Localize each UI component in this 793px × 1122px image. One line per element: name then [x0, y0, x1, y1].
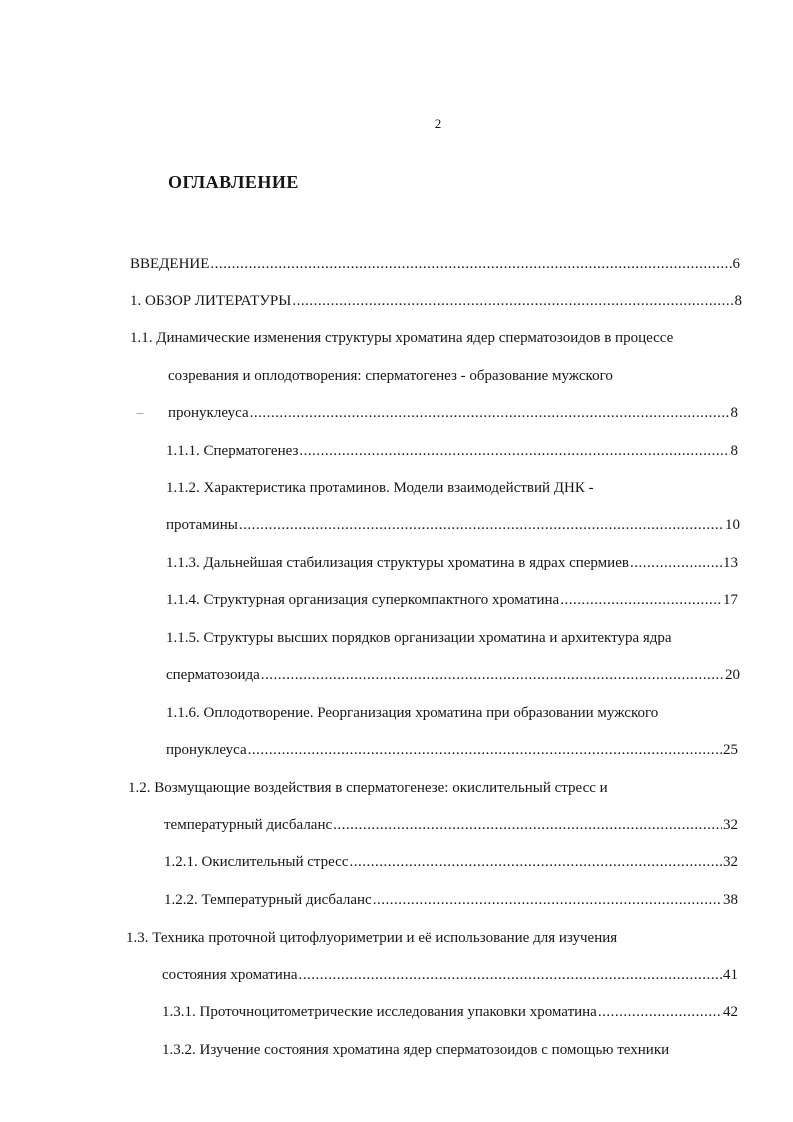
dot-leader — [560, 590, 722, 610]
toc-entry-1-1-3 — [166, 553, 738, 573]
toc-entry-page: 25 — [723, 742, 738, 758]
toc-entry-1-3-line-2 — [162, 965, 738, 985]
toc-entry-title: температурный дисбаланс — [164, 817, 333, 833]
toc-entry-page: 32 — [723, 854, 738, 870]
toc-entry-1-1-6-line-1 — [166, 703, 658, 723]
toc-entry-title: 1.3.2. Изучение состояния хроматина ядер сперматозоидов с помощью техники — [162, 1042, 670, 1058]
toc-entry-title: пронуклеуса — [166, 742, 247, 758]
dot-leader — [292, 291, 733, 311]
toc-entry-page: 42 — [723, 1004, 738, 1020]
toc-entry-1-1-5-line-2 — [166, 665, 740, 685]
toc-entry-title: состояния хроматина — [162, 967, 298, 983]
toc-entry-title: 1.1.4. Структурная организация суперкомпактного хроматина — [166, 592, 560, 608]
dot-leader — [299, 441, 729, 461]
toc-entry-page: 17 — [723, 592, 738, 608]
toc-entry-1-3-1 — [162, 1002, 738, 1022]
toc-entry-1-2-1 — [164, 852, 738, 872]
toc-entry-page: 10 — [725, 517, 740, 533]
dot-leader — [373, 890, 722, 910]
dot-leader — [239, 515, 724, 535]
toc-entry-1-1-4 — [166, 590, 738, 610]
dot-leader — [248, 740, 722, 760]
toc-entry-1-1-5-line-1 — [166, 628, 672, 648]
toc-entry-title: 1.1.5. Структуры высших порядков организации хроматина и архитектура ядра — [166, 630, 672, 646]
toc-entry-introduction — [130, 254, 740, 274]
toc-entry-1-1-line-3 — [168, 403, 738, 423]
scan-artifact-mark: --- — [136, 408, 143, 419]
toc-entry-title: 1. ОБЗОР ЛИТЕРАТУРЫ — [130, 293, 292, 309]
toc-heading: ОГЛАВЛЕНИЕ — [168, 172, 299, 192]
page-number: 2 — [434, 116, 442, 131]
toc-entry-1-3-2 — [162, 1040, 669, 1060]
toc-entry-1-2-line-2 — [164, 815, 738, 835]
toc-entry-1-3-line-1 — [126, 928, 617, 948]
toc-entry-1-1-2-line-1 — [166, 478, 594, 498]
toc-entry-1-1-2-line-2 — [166, 515, 740, 535]
toc-entry-page: 32 — [723, 817, 738, 833]
toc-entry-page: 20 — [725, 667, 740, 683]
toc-entry-page: 8 — [734, 293, 742, 309]
dot-leader — [333, 815, 722, 835]
toc-entry-title: 1.2.2. Температурный дисбаланс — [164, 892, 372, 908]
dot-leader — [261, 665, 724, 685]
toc-entry-page: 8 — [730, 405, 738, 421]
toc-entry-1-1-1 — [166, 441, 738, 461]
toc-entry-title: 1.1.1. Сперматогенез — [166, 443, 299, 459]
toc-entry-page: 38 — [723, 892, 738, 908]
toc-entry-title: 1.1.3. Дальнейшая стабилизация структуры хроматина в ядрах спермиев — [166, 555, 629, 571]
dot-leader — [250, 403, 730, 423]
dot-leader — [598, 1002, 722, 1022]
toc-entry-title: 1.2.1. Окислительный стресс — [164, 854, 349, 870]
toc-entry-literature-review — [130, 291, 742, 311]
toc-entry-1-2-2 — [164, 890, 738, 910]
toc-entry-title: 1.1.6. Оплодотворение. Реорганизация хроматина при образовании мужского — [166, 705, 659, 721]
toc-entry-page: 13 — [723, 555, 738, 571]
toc-entry-title: ВВЕДЕНИЕ — [130, 256, 210, 272]
toc-entry-title: пронуклеуса — [168, 405, 249, 421]
toc-entry-1-2-line-1 — [128, 778, 608, 798]
toc-entry-title: протамины — [166, 517, 238, 533]
toc-entry-1-1-line-2 — [168, 366, 613, 386]
toc-entry-title: 1.1. Динамические изменения структуры хроматина ядер сперматозоидов в процессе — [130, 330, 674, 346]
dot-leader — [210, 254, 731, 274]
toc-entry-title: 1.2. Возмущающие воздействия в сперматогенезе: окислительный стресс и — [128, 780, 608, 796]
dot-leader — [630, 553, 722, 573]
toc-entry-title: 1.3. Техника проточной цитофлуориметрии и её использование для изучения — [126, 930, 618, 946]
toc-entry-page: 6 — [732, 256, 740, 272]
dot-leader — [349, 852, 722, 872]
toc-entry-1-1-6-line-2 — [166, 740, 738, 760]
toc-entry-title: сперматозоида — [166, 667, 260, 683]
toc-entry-title: 1.3.1. Проточноцитометрические исследования упаковки хроматина — [162, 1004, 597, 1020]
toc-entry-page: 8 — [730, 443, 738, 459]
dot-leader — [299, 965, 722, 985]
toc-entry-1-1-line-1 — [130, 328, 673, 348]
toc-entry-title: 1.1.2. Характеристика протаминов. Модели взаимодействий ДНК - — [166, 480, 594, 496]
toc-entry-title: созревания и оплодотворения: сперматогенез - образование мужского — [168, 368, 613, 384]
toc-entry-page: 41 — [723, 967, 738, 983]
